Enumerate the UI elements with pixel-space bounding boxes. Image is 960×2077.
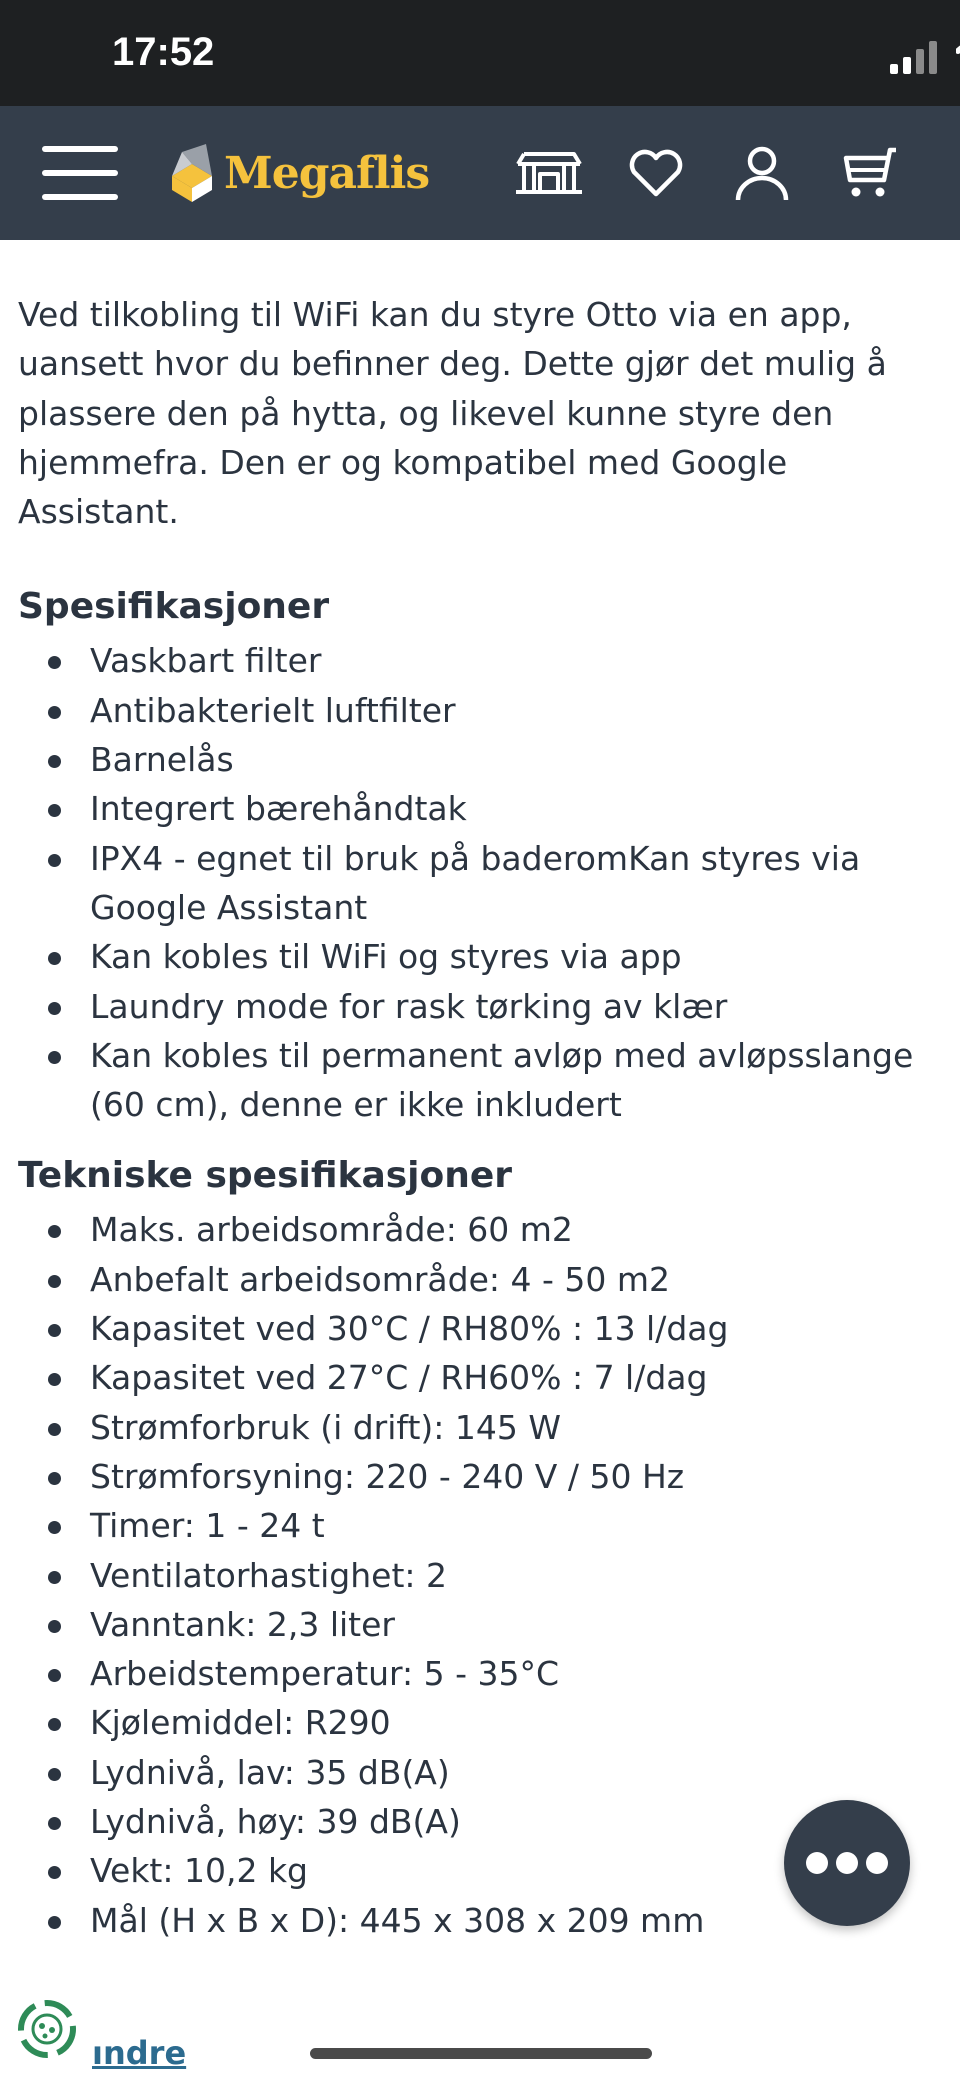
chat-button[interactable] — [784, 1800, 910, 1926]
list-item: IPX4 - egnet til bruk på baderomKan styres via Google Assistant — [18, 834, 938, 933]
recycle-icon — [14, 1996, 80, 2062]
list-item: Laundry mode for rask tørking av klær — [18, 982, 938, 1031]
show-less-link[interactable]: ındre — [92, 2034, 187, 2072]
list-item: Anbefalt arbeidsområde: 4 - 50 m2 — [18, 1255, 938, 1304]
specifications-list — [18, 636, 938, 1129]
description-text: Ved tilkobling til WiFi kan du styre Otto via en app, uansett hvor du befinner deg. Dette gjør det mulig å plassere den på hytta, og likevel kunne styre den hjemmefra. Den er og kompatibel med Google Assistant. — [18, 295, 887, 532]
list-item: Kan kobles til permanent avløp med avløpsslange (60 cm), denne er ikke inkludert — [18, 1031, 938, 1130]
wishlist-button[interactable] — [626, 144, 686, 204]
status-time: 17:52 — [112, 30, 215, 74]
account-button[interactable] — [732, 144, 792, 204]
product-description — [18, 290, 938, 1945]
list-item: Maks. arbeidsområde: 60 m2 — [18, 1205, 938, 1254]
logo-mark-icon — [160, 138, 224, 208]
list-item: Ventilatorhastighet: 2 — [18, 1551, 938, 1600]
cart-icon — [840, 144, 900, 204]
list-item: Kjølemiddel: R290 — [18, 1698, 938, 1747]
list-item: Vanntank: 2,3 liter — [18, 1600, 938, 1649]
status-bar — [0, 0, 960, 106]
more-dots-icon — [806, 1852, 828, 1874]
wifi-icon — [956, 40, 960, 76]
specifications-heading: Spesifikasjoner — [18, 586, 330, 628]
list-item: Barnelås — [18, 735, 938, 784]
menu-icon — [42, 146, 118, 200]
home-indicator[interactable] — [310, 2048, 652, 2059]
cellular-signal-icon — [890, 40, 942, 76]
brand-name: Megaflis — [224, 148, 430, 199]
more-dots-icon-dot — [866, 1852, 888, 1874]
store-button[interactable] — [514, 144, 574, 204]
more-dots-icon-dot — [836, 1852, 858, 1874]
list-item: Timer: 1 - 24 t — [18, 1501, 938, 1550]
store-icon — [514, 144, 584, 204]
list-item: Antibakterielt luftfilter — [18, 686, 938, 735]
user-icon — [732, 144, 792, 204]
site-header — [0, 106, 960, 240]
list-item: Strømforsyning: 220 - 240 V / 50 Hz — [18, 1452, 938, 1501]
menu-button[interactable] — [42, 146, 118, 200]
list-item: Strømforbruk (i drift): 145 W — [18, 1403, 938, 1452]
list-item: Lydnivå, høy: 39 dB(A) — [18, 1797, 938, 1846]
list-item: Integrert bærehåndtak — [18, 784, 938, 833]
cart-button[interactable] — [840, 144, 900, 204]
list-item: Kapasitet ved 27°C / RH60% : 7 l/dag — [18, 1353, 938, 1402]
list-item: Kan kobles til WiFi og styres via app — [18, 932, 938, 981]
heart-icon — [626, 144, 686, 204]
technical-specifications-heading: Tekniske spesifikasjoner — [18, 1155, 513, 1197]
brand-logo[interactable] — [160, 138, 430, 208]
list-item: Kapasitet ved 30°C / RH80% : 13 l/dag — [18, 1304, 938, 1353]
list-item: Arbeidstemperatur: 5 - 35°C — [18, 1649, 938, 1698]
list-item: Mål (H x B x D): 445 x 308 x 209 mm — [18, 1896, 938, 1945]
list-item: Lydnivå, lav: 35 dB(A) — [18, 1748, 938, 1797]
list-item: Vaskbart filter — [18, 636, 938, 685]
list-item: Vekt: 10,2 kg — [18, 1846, 938, 1895]
